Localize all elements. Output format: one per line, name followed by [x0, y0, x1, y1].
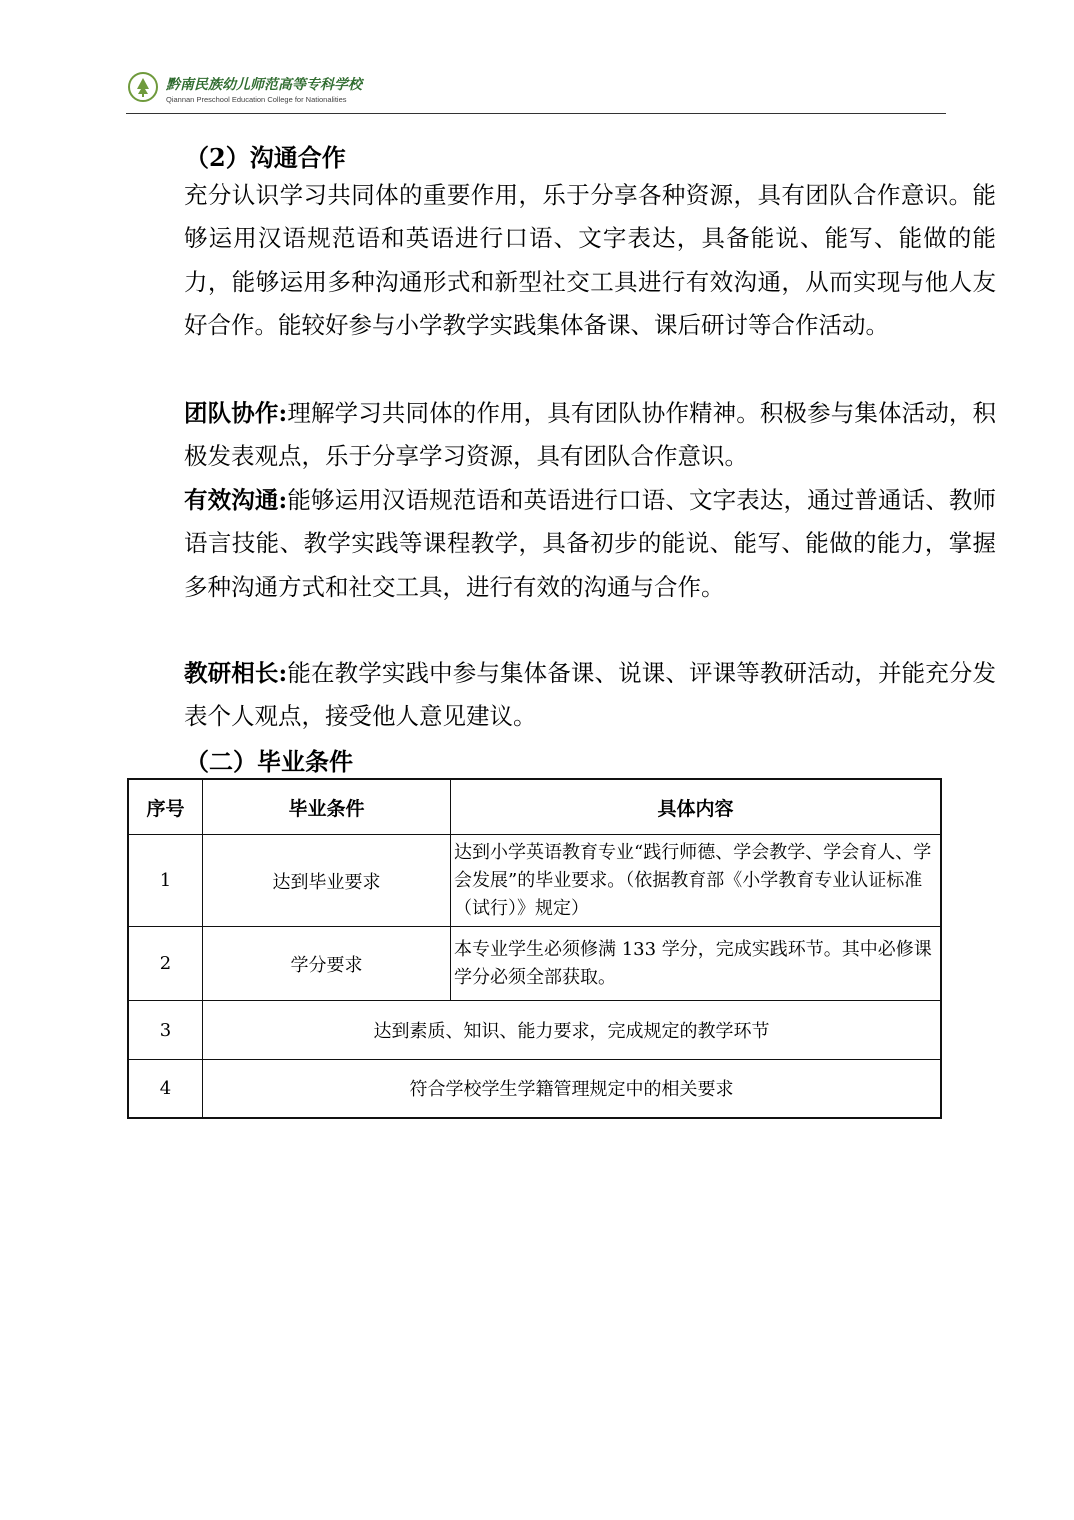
header-cell-num: 序号 [128, 779, 203, 835]
school-name-en: Qiannan Preschool Education College for Nationalities [166, 95, 347, 104]
school-logo [128, 72, 158, 102]
item-research [130, 652, 996, 739]
table-row [128, 1060, 941, 1118]
row-merged-content: 达到素质、知识、能力要求，完成规定的教学环节 [203, 1001, 942, 1060]
item-term: 团队协作: [184, 399, 288, 427]
table-row [128, 927, 941, 1001]
page-header [126, 68, 946, 114]
table-row [128, 1001, 941, 1060]
item-teamwork [130, 392, 996, 479]
row-condition: 达到毕业要求 [203, 835, 451, 927]
item-term: 教研相长: [184, 659, 288, 687]
row-num: 4 [128, 1060, 203, 1118]
item-term: 有效沟通: [184, 486, 288, 514]
header-divider [126, 113, 946, 114]
table-row [128, 835, 941, 927]
header-cell-condition: 毕业条件 [203, 779, 451, 835]
item-communication [130, 479, 996, 609]
item-text: 能在教学实践中参与集体备课、说课、评课等教研活动，并能充分发表个人观点，接受他人意见建议。 [184, 659, 996, 731]
graduation-table [127, 778, 942, 1119]
item-text: 理解学习共同体的作用，具有团队协作精神。积极参与集体活动，积极发表观点，乐于分享学习资源，具有团队合作意识。 [184, 399, 996, 471]
row-merged-content: 符合学校学生学籍管理规定中的相关要求 [203, 1060, 942, 1118]
row-num: 2 [128, 927, 203, 1001]
section-heading-communication: （2）沟通合作 [185, 143, 346, 172]
row-content: 达到小学英语教育专业“践行师德、学会教学、学会育人、学会发展”的毕业要求。（依据教育部《小学教育专业认证标准（试行）》规定） [451, 835, 942, 927]
item-text: 能够运用汉语规范语和英语进行口语、文字表达，通过普通话、教师语言技能、教学实践等课程教学，具备初步的能说、能写、能做的能力，掌握多种沟通方式和社交工具，进行有效的沟通与合作。 [184, 486, 996, 601]
row-content: 本专业学生必须修满 133 学分，完成实践环节。其中必修课学分必须全部获取。 [451, 927, 942, 1001]
tree-icon [134, 77, 152, 97]
header-cell-content: 具体内容 [451, 779, 942, 835]
intro-paragraph: 充分认识学习共同体的重要作用，乐于分享各种资源，具有团队合作意识。能够运用汉语规范语和英语进行口语、文字表达，具备能说、能写、能做的能力，能够运用多种沟通形式和新型社交工具进行有效沟通，从而实现与他人友好合作。能较好参与小学教学实践集体备课、课后研讨等合作活动。 [184, 181, 996, 340]
section-heading-graduation: （二）毕业条件 [185, 747, 353, 776]
table-header-row [128, 779, 941, 835]
row-num: 3 [128, 1001, 203, 1060]
row-num: 1 [128, 835, 203, 927]
row-condition: 学分要求 [203, 927, 451, 1001]
school-name-cn: 黔南民族幼儿师范高等专科学校 [166, 77, 362, 93]
